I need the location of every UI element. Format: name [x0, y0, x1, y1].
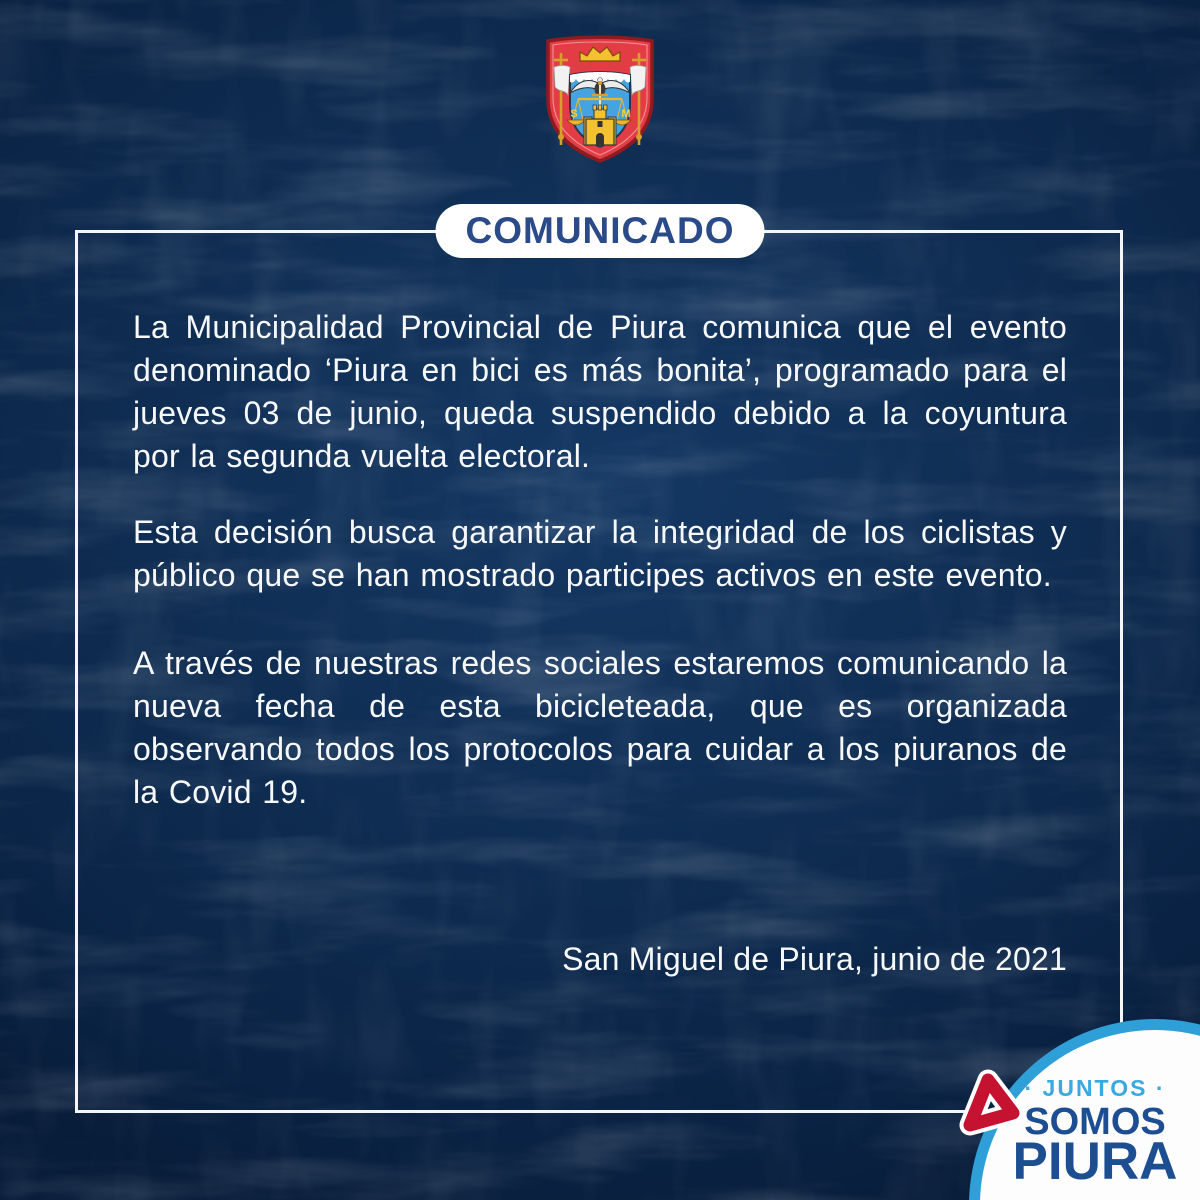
frame-border-left [75, 230, 78, 1113]
comunicado-pill [436, 204, 765, 258]
body-paragraph: Esta decisión busca garantizar la integridad de los ciclistas y público que se han mostrado participes activos en este evento. [133, 514, 1067, 593]
piura-triangle-logo-icon [950, 1062, 1030, 1142]
dateline: San Miguel de Piura, junio de 2021 [562, 941, 1067, 977]
body-paragraph: La Municipalidad Provincial de Piura comunica que el evento denominado ‘Piura en bici es más bonita’, programado para el jueves 03 de junio, queda suspendido debido a la coyuntura por la segunda vuelta electoral. [133, 309, 1067, 474]
crest-letter-m: M [621, 108, 631, 120]
announcement-body [133, 306, 1067, 814]
frame-border-right [1120, 230, 1123, 1025]
body-paragraph: A través de nuestras redes sociales estaremos comunicando la nueva fecha de esta bicicleteada, que es organizada observando todos los protocolos para cuidar a los piuranos de la Covid 19. [133, 645, 1067, 810]
badge-line-somos: SOMOS [1024, 1101, 1166, 1143]
piura-coat-of-arms-icon [540, 33, 660, 165]
badge-line-juntos: · JUNTOS · [1024, 1075, 1166, 1101]
crest-letter-s: S [570, 108, 578, 120]
frame-border-bottom [75, 1110, 968, 1113]
page-title: COMUNICADO [465, 210, 735, 251]
badge-line-piura: PIURA [1012, 1132, 1178, 1191]
